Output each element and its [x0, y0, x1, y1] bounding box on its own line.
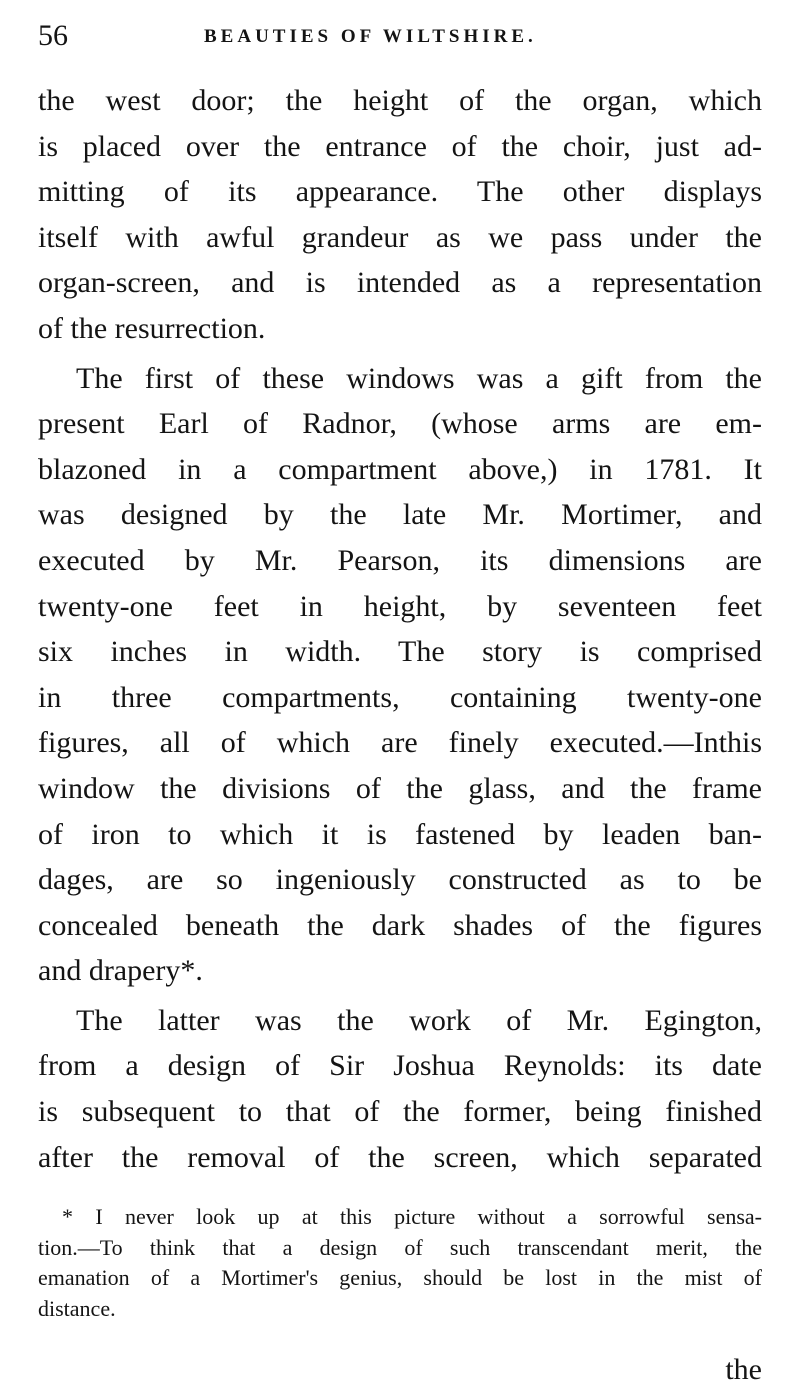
footnote [38, 1202, 762, 1324]
text-line: six inches in width. The story is comprised [38, 635, 762, 669]
text-line: The first of these windows was a gift from the [76, 361, 762, 395]
text-line: The latter was the work of Mr. Egington, [76, 1003, 762, 1037]
text-line: concealed beneath the dark shades of the figures [38, 908, 762, 942]
text-line: organ-screen, and is intended as a representation [38, 266, 762, 300]
text-line: and drapery*. [38, 954, 203, 988]
text-line: mitting of its appearance. The other displays [38, 175, 762, 209]
text-line: itself with awful grandeur as we pass under the [38, 220, 762, 254]
text-line: of iron to which it is fastened by leaden ban- [38, 817, 762, 851]
text-line: from a design of Sir Joshua Reynolds: its date [38, 1049, 762, 1083]
text-line: present Earl of Radnor, (whose arms are em- [38, 407, 762, 441]
text-line: blazoned in a compartment above,) in 1781. It [38, 452, 762, 486]
footnote-line: emanation of a Mortimer's genius, should be lost in the mist of [38, 1265, 762, 1290]
text-line: was designed by the late Mr. Mortimer, and [38, 498, 762, 532]
text-line: window the divisions of the glass, and the frame [38, 771, 762, 805]
text-line: dages, are so ingeniously constructed as to be [38, 863, 762, 897]
text-line: executed by Mr. Pearson, its dimensions are [38, 543, 762, 577]
text-line: is subsequent to that of the former, being finished [38, 1095, 762, 1129]
text-line: in three compartments, containing twenty-one [38, 680, 762, 714]
body-text [38, 78, 762, 1180]
text-line: twenty-one feet in height, by seventeen feet [38, 589, 762, 623]
text-line: is placed over the entrance of the choir, just ad- [38, 129, 762, 163]
page-number: 56 [38, 19, 68, 52]
catchword: the [725, 1353, 762, 1386]
footnote-line: * I never look up at this picture without a sorrowful sensa- [62, 1204, 762, 1229]
footnote-line: tion.—To think that a design of such transcendant merit, the [38, 1234, 762, 1260]
footnote-line: distance. [38, 1295, 116, 1321]
text-line: of the resurrection. [38, 311, 266, 345]
running-title: BEAUTIES OF WILTSHIRE. [204, 26, 537, 47]
text-line: after the removal of the screen, which separated [38, 1140, 762, 1174]
text-line: figures, all of which are finely executed.—Inthis [38, 726, 762, 760]
page-header [38, 16, 762, 56]
text-line: the west door; the height of the organ, which [38, 84, 762, 117]
